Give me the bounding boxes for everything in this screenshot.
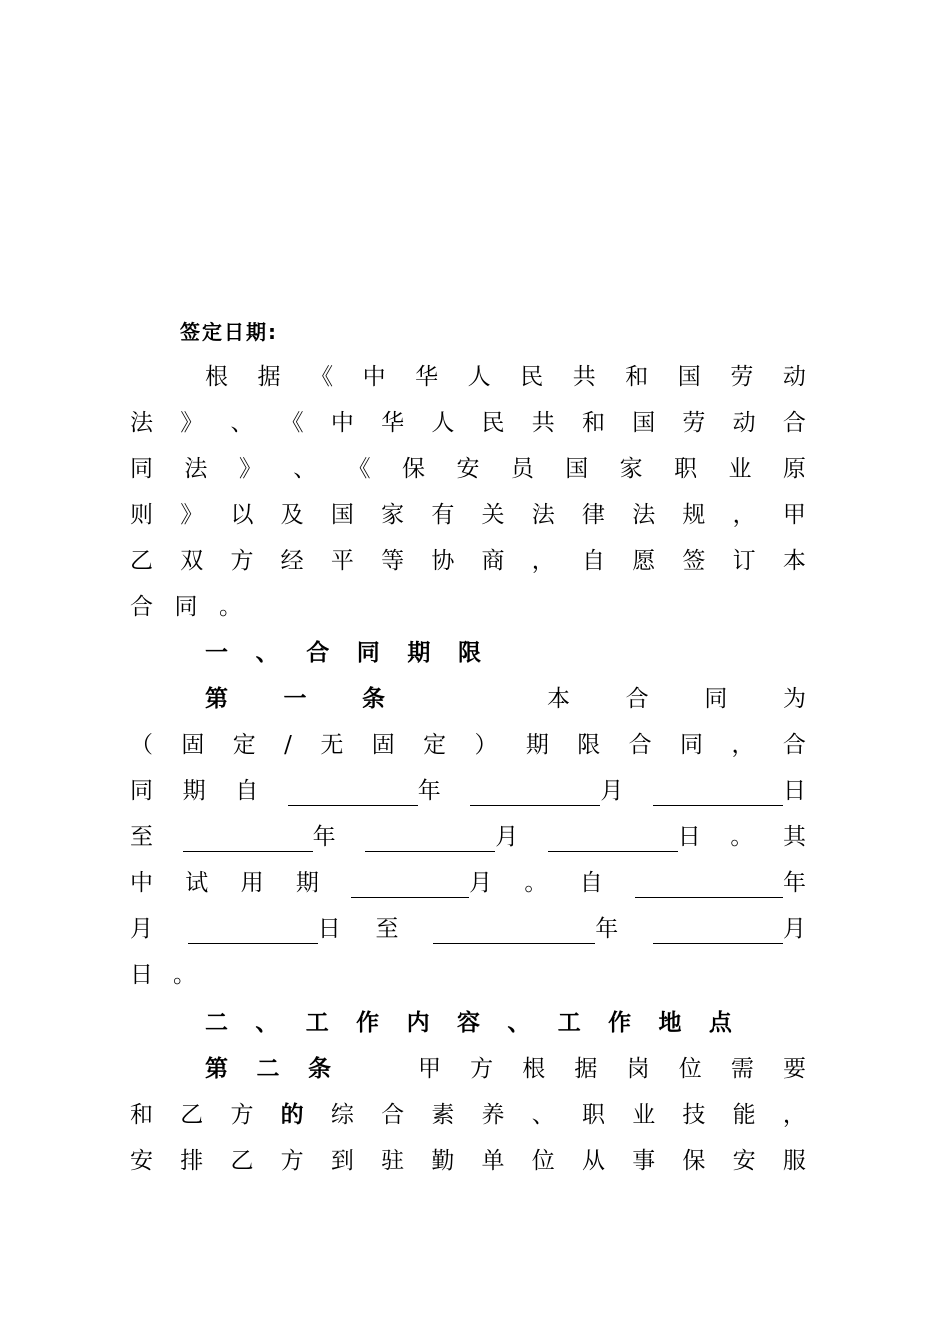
char: 和 [625, 364, 649, 390]
char: 根 [205, 364, 228, 390]
char: 、 [507, 1010, 531, 1036]
char: 家 [381, 502, 405, 528]
char: 作 [356, 1010, 380, 1036]
char: 动 [732, 410, 756, 436]
char: 条 [308, 1056, 331, 1082]
char: 技 [682, 1102, 706, 1128]
char: ） [474, 732, 498, 758]
char: 岗 [626, 1056, 650, 1082]
preamble-line-5 [130, 546, 806, 576]
char: 固 [181, 732, 205, 758]
char: 方 [280, 1148, 304, 1174]
fill-blank [470, 776, 623, 806]
char: 单 [481, 1148, 505, 1174]
char: 年 [312, 824, 336, 850]
char: 商 [481, 548, 505, 574]
char: 同 [130, 778, 153, 804]
char: 合 [782, 732, 806, 758]
char: 律 [581, 502, 605, 528]
char: 人 [431, 410, 455, 436]
article-1-line-5 [130, 868, 806, 898]
char: 能 [732, 1102, 756, 1128]
char: 内 [406, 1010, 430, 1036]
char: 。 [173, 962, 196, 988]
char: 和 [130, 1102, 153, 1128]
preamble-line-3 [130, 454, 806, 484]
char: 日 [782, 778, 806, 804]
char: 一 [205, 640, 228, 666]
char: 甲 [782, 502, 806, 528]
char: 及 [280, 502, 304, 528]
char: 关 [481, 502, 505, 528]
char: ， [731, 732, 755, 758]
char: 驻 [381, 1148, 405, 1174]
char: 月 [600, 778, 624, 804]
char: 定 [423, 732, 447, 758]
char: 国 [677, 364, 701, 390]
char: 素 [431, 1102, 455, 1128]
char: 、 [255, 640, 279, 666]
char: 要 [782, 1056, 806, 1082]
char: 方 [230, 548, 254, 574]
char: 劳 [682, 410, 706, 436]
char: 日 [317, 916, 341, 942]
article-2-label [205, 1054, 331, 1084]
char: 。 [524, 870, 548, 896]
char: 签 [682, 548, 706, 574]
char: 法 [130, 410, 153, 436]
article-2-line-3 [130, 1146, 806, 1176]
char: 服 [782, 1148, 806, 1174]
char: 中 [130, 870, 153, 896]
article-1-line-3 [130, 776, 806, 806]
char: 地 [658, 1010, 682, 1036]
char: 为 [782, 686, 806, 712]
char: 合 [130, 594, 153, 620]
char: 合 [782, 410, 806, 436]
char: 工 [305, 1010, 329, 1036]
char: 《 [280, 410, 304, 436]
char: 月 [783, 916, 806, 942]
char: 综 [330, 1102, 354, 1128]
char: 共 [531, 410, 555, 436]
char: 第 [205, 686, 228, 712]
char: 双 [180, 548, 204, 574]
char: 法 [184, 456, 208, 482]
char: 甲 [418, 1056, 441, 1082]
char: 协 [431, 548, 455, 574]
char: 至 [130, 824, 153, 850]
char: 方 [230, 1102, 254, 1128]
char: 定 [232, 732, 256, 758]
char: 作 [608, 1010, 632, 1036]
char: 华 [381, 410, 405, 436]
char: 《 [347, 456, 371, 482]
char: 工 [557, 1010, 581, 1036]
char: 》 [238, 456, 262, 482]
char: 据 [574, 1056, 598, 1082]
char: 法 [632, 502, 656, 528]
char: 国 [565, 456, 589, 482]
char: 据 [257, 364, 281, 390]
char: 排 [180, 1148, 204, 1174]
char: 经 [280, 548, 304, 574]
char: 业 [728, 456, 752, 482]
article-1-label [205, 684, 385, 714]
article-2-text [418, 1054, 806, 1084]
char: 日 [677, 824, 701, 850]
char: 从 [581, 1148, 605, 1174]
char: 年 [595, 916, 619, 942]
char: 劳 [730, 364, 754, 390]
char: 同 [130, 456, 153, 482]
preamble-line-1 [205, 362, 806, 392]
char: 》 [180, 410, 204, 436]
char: 民 [520, 364, 544, 390]
char: 国 [632, 410, 656, 436]
char: 原 [782, 456, 806, 482]
char: 乙 [130, 548, 153, 574]
char: 愿 [632, 548, 656, 574]
char: 中 [330, 410, 354, 436]
char: 本 [782, 548, 806, 574]
fill-blank [433, 914, 618, 944]
char: 同 [356, 640, 380, 666]
fill-blank [653, 914, 806, 944]
char: 乙 [230, 1148, 254, 1174]
char: 的 [280, 1102, 304, 1128]
char: / [284, 732, 292, 758]
char: 以 [230, 502, 254, 528]
char: 则 [130, 502, 153, 528]
char: 限 [577, 732, 601, 758]
char: 期 [182, 778, 206, 804]
char: 其 [782, 824, 806, 850]
char: 、 [531, 1102, 555, 1128]
article-2-line-2 [130, 1100, 806, 1130]
char: 期 [407, 640, 431, 666]
char: 自 [235, 778, 259, 804]
char: 点 [708, 1010, 732, 1036]
char: 月 [469, 870, 493, 896]
char: 保 [682, 1148, 706, 1174]
char: 保 [402, 456, 426, 482]
char: 同 [704, 686, 728, 712]
section-1-heading [205, 638, 481, 668]
fill-blank [635, 868, 806, 898]
article-1-line-2 [130, 730, 806, 760]
char: 条 [362, 686, 385, 712]
char: 、 [230, 410, 254, 436]
char: 二 [256, 1056, 280, 1082]
char: 安 [456, 456, 480, 482]
char: 、 [293, 456, 317, 482]
char: 法 [531, 502, 555, 528]
char: 根 [522, 1056, 546, 1082]
fill-blank [365, 822, 518, 852]
char: 合 [628, 732, 652, 758]
char: （ [130, 732, 153, 758]
char: 动 [782, 364, 806, 390]
char: 固 [371, 732, 395, 758]
signing-date-label: 签定日期: [180, 320, 278, 344]
preamble-line-2 [130, 408, 806, 438]
char: 二 [205, 1010, 228, 1036]
char: 事 [632, 1148, 656, 1174]
char: 家 [619, 456, 643, 482]
char: 员 [510, 456, 534, 482]
fill-blank [188, 914, 341, 944]
fill-blank [548, 822, 701, 852]
char: 合 [381, 1102, 405, 1128]
char: 需 [730, 1056, 754, 1082]
char: 月 [130, 916, 153, 942]
char: ， [531, 548, 555, 574]
char: 一 [283, 686, 307, 712]
preamble-line-6 [130, 592, 242, 622]
char: 、 [255, 1010, 279, 1036]
char: 》 [180, 502, 204, 528]
char: 到 [330, 1148, 354, 1174]
char: 。 [730, 824, 754, 850]
char: 等 [381, 548, 405, 574]
fill-blank [288, 776, 441, 806]
char: 安 [130, 1148, 153, 1174]
char: 订 [732, 548, 756, 574]
char: 职 [581, 1102, 605, 1128]
char: 同 [174, 594, 198, 620]
fill-blank [351, 868, 492, 898]
char: 人 [467, 364, 491, 390]
char: 自 [579, 870, 603, 896]
char: 职 [674, 456, 698, 482]
char: 年 [417, 778, 441, 804]
char: 限 [457, 640, 481, 666]
char: 期 [525, 732, 549, 758]
char: ， [782, 1102, 806, 1128]
char: 平 [330, 548, 354, 574]
char: 和 [581, 410, 605, 436]
char: ， [732, 502, 756, 528]
fill-blank [183, 822, 336, 852]
char: 国 [330, 502, 354, 528]
char: 合 [625, 686, 649, 712]
char: 中 [362, 364, 386, 390]
char: 共 [572, 364, 596, 390]
section-2-heading [205, 1008, 732, 1038]
char: 年 [782, 870, 806, 896]
char: 民 [481, 410, 505, 436]
char: 容 [456, 1010, 480, 1036]
char: 用 [240, 870, 264, 896]
char: 勤 [431, 1148, 455, 1174]
char: 至 [375, 916, 399, 942]
char: 业 [632, 1102, 656, 1128]
char: 位 [678, 1056, 702, 1082]
char: 本 [547, 686, 570, 712]
article-1-line-6 [130, 914, 806, 944]
char: 日 [130, 962, 153, 988]
char: 试 [185, 870, 209, 896]
article-1-line-7 [130, 960, 196, 990]
char: 规 [682, 502, 706, 528]
char: 《 [310, 364, 334, 390]
char: 方 [470, 1056, 494, 1082]
char: 华 [415, 364, 439, 390]
char: 期 [295, 870, 319, 896]
char: 自 [581, 548, 605, 574]
char: 合 [306, 640, 330, 666]
char: 同 [680, 732, 704, 758]
char: 养 [481, 1102, 505, 1128]
char: 。 [219, 594, 242, 620]
char: 安 [732, 1148, 756, 1174]
char: 第 [205, 1056, 228, 1082]
article-1-line-4 [130, 822, 806, 852]
article-1-text [547, 684, 806, 714]
char: 乙 [180, 1102, 204, 1128]
char: 位 [531, 1148, 555, 1174]
char: 有 [431, 502, 455, 528]
preamble-line-4 [130, 500, 806, 530]
char: 月 [495, 824, 519, 850]
char: 无 [320, 732, 344, 758]
fill-blank [653, 776, 806, 806]
